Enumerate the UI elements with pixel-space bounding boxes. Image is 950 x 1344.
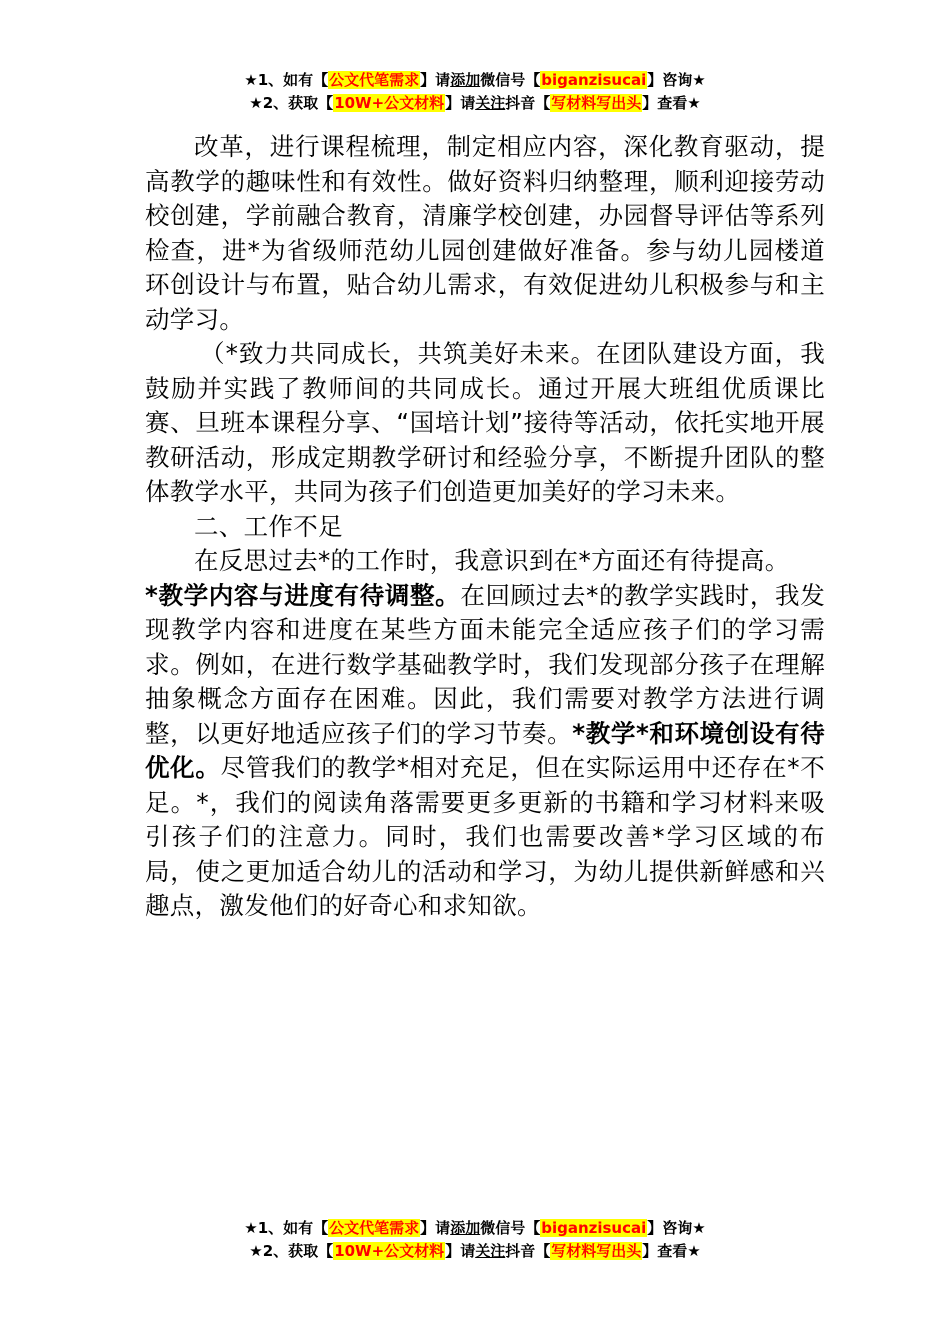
bold-lead: *教学内容与进度有待调整。 bbox=[145, 580, 461, 610]
banner-line-2: ★2、获取【10W+公文材料】请关注抖音【写材料写出头】查看★ bbox=[249, 94, 701, 112]
paragraph: *教学内容与进度有待调整。在回顾过去*的教学实践时，我发现教学内容和进度在某些方面未能完全适应孩子们的学习需求。例如，在进行数学基础教学时，我们发现部分孩子在理解抽象概念方面存在困难。因此，我们需要对教学方法进行调整，以更好地适应孩子们的学习节奏。*教学*和环境创设有待优化。尽管我们的教学*相对充足，但在实际运用中还存在*不足。*，我们的阅读角落需要更多更新的书籍和学习材料来吸引孩子们的注意力。同时，我们也需要改善*学习区域的布局，使之更加适合幼儿的活动和学习，为幼儿提供新鲜感和兴趣点，激发他们的好奇心和求知欲。 bbox=[145, 580, 826, 920]
header-banner bbox=[0, 69, 950, 115]
banner-highlight: 写材料写出头 bbox=[551, 94, 642, 112]
document-body bbox=[145, 130, 825, 924]
banner-highlight: 公文代笔需求 bbox=[329, 1219, 420, 1237]
section-heading: 二、工作不足 bbox=[194, 511, 343, 541]
bold-lead: *教学*和环境创设有待优化。 bbox=[145, 718, 825, 782]
paragraph: （*致力共同成长，共筑美好未来。在团队建设方面，我鼓励并实践了教师间的共同成长。通过开展大班组优质课比赛、旦班本课程分享、“国培计划”接待等活动，依托实地开展教研活动，形成定期教学研讨和经验分享，不断提升团队的整体教学水平，共同为孩子们创造更加美好的学习未来。 bbox=[145, 339, 825, 506]
banner-line-2: ★2、获取【10W+公文材料】请关注抖音【写材料写出头】查看★ bbox=[249, 1242, 701, 1260]
banner-line-1: ★1、如有【公文代笔需求】请添加微信号【biganzisucai】咨询★ bbox=[244, 1219, 706, 1237]
banner-highlight: biganzisucai bbox=[541, 71, 647, 89]
paragraph: 改革，进行课程梳理，制定相应内容，深化教育驱动，提高教学的趣味性和有效性。做好资料归纳整理，顺利迎接劳动校创建，学前融合教育，清廉学校创建，办园督导评估等系列检查，进*为省级师范幼儿园创建做好准备。参与幼儿园楼道环创设计与布置，贴合幼儿需求，有效促进幼儿积极参与和主动学习。 bbox=[145, 132, 825, 334]
banner-line-1: ★1、如有【公文代笔需求】请添加微信号【biganzisucai】咨询★ bbox=[244, 71, 706, 89]
banner-highlight: 10W+公文材料 bbox=[334, 1242, 445, 1260]
banner-highlight: 公文代笔需求 bbox=[329, 71, 420, 89]
footer-banner bbox=[0, 1217, 950, 1263]
banner-highlight: 10W+公文材料 bbox=[334, 94, 445, 112]
banner-highlight: 写材料写出头 bbox=[551, 1242, 642, 1260]
banner-highlight: biganzisucai bbox=[541, 1219, 647, 1237]
paragraph: 在反思过去*的工作时，我意识到在*方面还有待提高。 bbox=[194, 546, 790, 575]
